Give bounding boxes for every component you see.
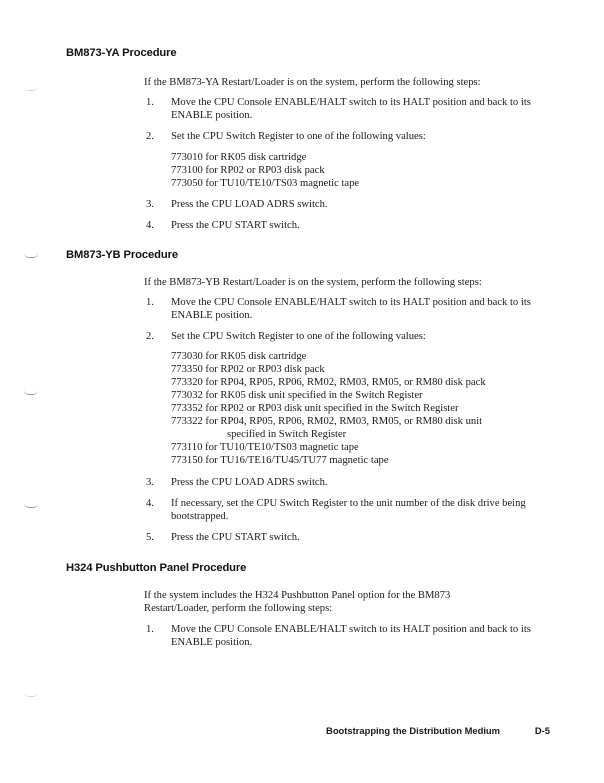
step-text: Set the CPU Switch Register to one of the following values:	[171, 131, 426, 142]
switch-value: 773322 for RP04, RP05, RP06, RM02, RM03, RM05, or RM80 disk unit	[171, 416, 483, 427]
section-intro: If the BM873-YB Restart/Loader is on the system, perform the following steps:	[144, 277, 482, 288]
switch-value: 773150 for TU16/TE16/TU45/TU77 magnetic tape	[171, 455, 389, 466]
step-number: 1.	[146, 624, 154, 635]
margin-mark	[24, 86, 38, 91]
section-heading-bm873-yb: BM873-YB Procedure	[66, 249, 178, 261]
step-number: 4.	[146, 498, 154, 509]
step-text: Press the CPU LOAD ADRS switch.	[171, 477, 328, 488]
margin-mark	[24, 390, 38, 395]
switch-value: 773350 for RP02 or RP03 disk pack	[171, 364, 325, 375]
step-number: 3.	[146, 199, 154, 210]
margin-mark	[24, 503, 38, 508]
step-text: Move the CPU Console ENABLE/HALT switch to its HALT position and back to its ENABLE position.	[171, 297, 531, 321]
switch-value: 773110 for TU10/TE10/TS03 magnetic tape	[171, 442, 359, 453]
step-text: Move the CPU Console ENABLE/HALT switch to its HALT position and back to its ENABLE position.	[171, 624, 531, 648]
switch-value: 773320 for RP04, RP05, RP06, RM02, RM03, RM05, or RM80 disk pack	[171, 377, 486, 388]
section-heading-bm873-ya: BM873-YA Procedure	[66, 47, 177, 59]
switch-value-list	[171, 350, 561, 467]
step-text: If necessary, set the CPU Switch Register to the unit number of the disk drive being bootstrapped.	[171, 498, 526, 522]
intro-line: Restart/Loader, perform the following steps:	[144, 603, 333, 614]
step-number: 4.	[146, 220, 154, 231]
step-number: 2.	[146, 331, 154, 342]
margin-mark	[24, 253, 38, 258]
step-number: 1.	[146, 97, 154, 108]
switch-value-continuation: specified in Switch Register	[227, 429, 347, 440]
step-number: 3.	[146, 477, 154, 488]
step-number: 5.	[146, 532, 154, 543]
section-heading-h324: H324 Pushbutton Panel Procedure	[66, 562, 247, 574]
margin-mark	[24, 692, 38, 697]
switch-value: 773352 for RP02 or RP03 disk unit specified in the Switch Register	[171, 403, 459, 414]
intro-line: If the system includes the H324 Pushbutton Panel option for the BM873	[144, 590, 451, 601]
switch-value: 773050 for TU10/TE10/TS03 magnetic tape	[171, 178, 360, 189]
page-footer	[300, 724, 550, 738]
switch-value: 773010 for RK05 disk cartridge	[171, 152, 307, 163]
step-text: Press the CPU LOAD ADRS switch.	[171, 199, 328, 210]
step-text: Press the CPU START switch.	[171, 220, 300, 231]
step-text: Move the CPU Console ENABLE/HALT switch to its HALT position and back to its ENABLE position.	[171, 97, 531, 121]
section-intro	[144, 589, 554, 615]
switch-value: 773030 for RK05 disk cartridge	[171, 351, 307, 362]
step-text: Press the CPU START switch.	[171, 532, 300, 543]
switch-value: 773032 for RK05 disk unit specified in the Switch Register	[171, 390, 423, 401]
step-number: 2.	[146, 131, 154, 142]
step-number: 1.	[146, 297, 154, 308]
page-number: D-5	[534, 725, 550, 736]
step-text: Set the CPU Switch Register to one of the following values:	[171, 331, 426, 342]
switch-value-list	[171, 151, 561, 190]
section-intro: If the BM873-YA Restart/Loader is on the system, perform the following steps:	[144, 77, 481, 88]
footer-title: Bootstrapping the Distribution Medium	[326, 725, 500, 736]
switch-value: 773100 for RP02 or RP03 disk pack	[171, 165, 325, 176]
